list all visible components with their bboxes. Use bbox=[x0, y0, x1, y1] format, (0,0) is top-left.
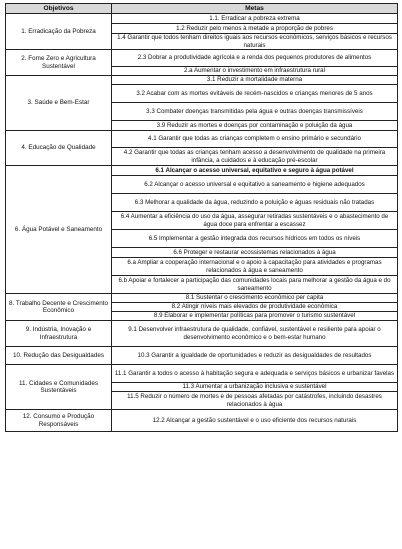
goal-cell: 11.5 Reduzir o número de mortes e de pessoas afetadas por catástrofes, incluindo desastres relacionados à água bbox=[112, 392, 398, 410]
goal-cell: 6.4 Aumentar a eficiência do uso da água, assegurar retiradas sustentáveis e o abastecimento de água doce para enfrentar a escassez bbox=[112, 212, 398, 230]
goal-cell: 8.9 Elaborar e implementar políticas para promover o turismo sustentável bbox=[112, 312, 398, 321]
goal-cell: 10.3 Garantir a igualdade de oportunidades e reduzir as desigualdades de resultados bbox=[112, 347, 398, 365]
goal-cell: 6.5 Implementar a gestão integrada dos recursos hídricos em todos os níveis bbox=[112, 230, 398, 248]
table-row bbox=[6, 365, 398, 383]
goal-cell: 1.4 Garantir que todos tenham direitos iguais aos recursos econômicos, serviços básicos e recursos naturais bbox=[112, 34, 398, 50]
goal-cell: 8.1 Sustentar o crescimento econômico per capita bbox=[112, 294, 398, 303]
table-row bbox=[6, 321, 398, 347]
objective-cell: 6. Água Potável e Saneamento bbox=[6, 166, 112, 294]
table-row bbox=[6, 166, 398, 176]
table-header-row bbox=[6, 4, 398, 14]
objective-cell: 9. Indústria, Inovação e Infraestrutura bbox=[6, 321, 112, 347]
goal-cell: 6.b Apoiar e fortalecer a participação das comunidades locais para melhorar a gestão da água e do saneamento bbox=[112, 276, 398, 294]
table-row bbox=[6, 410, 398, 432]
goal-cell: 3.2 Acabar com as mortes evitáveis de recém-nascidos e crianças menores de 5 anos bbox=[112, 85, 398, 103]
table-row bbox=[6, 294, 398, 303]
goal-cell: 6.6 Proteger e restaurar ecossistemas relacionados à água bbox=[112, 248, 398, 258]
objective-cell: 4. Educação de Qualidade bbox=[6, 131, 112, 166]
goal-cell: 12.2 Alcançar a gestão sustentável e o uso eficiente dos recursos naturais bbox=[112, 410, 398, 432]
objective-cell: 11. Cidades e Comunidades Sustentáveis bbox=[6, 365, 112, 410]
objective-cell: 8. Trabalho Decente e Crescimento Econômico bbox=[6, 294, 112, 321]
goal-cell: 4.1 Garantir que todas as crianças completem o ensino primário e secundário bbox=[112, 131, 398, 148]
objective-cell: 12. Consumo e Produção Responsáveis bbox=[6, 410, 112, 432]
goal-cell: 3.9 Reduzir as mortes e doenças por contaminação e poluição da água bbox=[112, 121, 398, 131]
goal-cell: 11.3 Aumentar a urbanização inclusiva e sustentável bbox=[112, 383, 398, 392]
table-row bbox=[6, 14, 398, 24]
sdg-table bbox=[5, 3, 398, 432]
goal-cell: 2.3 Dobrar a produtividade agrícola e a renda dos pequenos produtores de alimentos bbox=[112, 50, 398, 67]
goal-cell: 1.1. Erradicar a pobreza extrema bbox=[112, 14, 398, 24]
goal-cell: 6.2 Alcançar o acesso universal e equitativo a saneamento e higiene adequados bbox=[112, 176, 398, 194]
table-row bbox=[6, 50, 398, 67]
objective-cell: 2. Fome Zero e Agricultura Sustentável bbox=[6, 50, 112, 76]
document-page bbox=[5, 3, 398, 432]
objective-cell: 3. Saúde e Bem-Estar bbox=[6, 76, 112, 131]
goal-cell: 2.a Aumentar o investimento em infraestrutura rural bbox=[112, 67, 398, 76]
table-body bbox=[6, 14, 398, 432]
goal-cell: 3.3 Combater doenças transmitidas pela água e outras doenças transmissíveis bbox=[112, 103, 398, 121]
header-objetivos: Objetivos bbox=[6, 4, 112, 14]
table-row bbox=[6, 131, 398, 148]
table-row bbox=[6, 347, 398, 365]
goal-cell: 4.2 Garantir que todas as crianças tenham acesso a desenvolvimento de qualidade na primeira infância, a cuidados e à educação pré-escolar bbox=[112, 148, 398, 166]
goal-cell: 6.a Ampliar a cooperação internacional e o apoio à capacitação para atividades e programas relacionados à água e saneamento bbox=[112, 258, 398, 276]
goal-cell: 8.2 Atingir níveis mais elevados de produtividade econômica bbox=[112, 303, 398, 312]
table-row bbox=[6, 76, 398, 85]
goal-cell: 9.1 Desenvolver infraestrutura de qualidade, confiável, sustentável e resiliente para apoiar o desenvolvimento econômico e o bem-estar humano bbox=[112, 321, 398, 347]
header-metas: Metas bbox=[112, 4, 398, 14]
goal-cell: 6.3 Melhorar a qualidade da água, reduzindo a poluição e águas residuais não tratadas bbox=[112, 194, 398, 212]
goal-cell: 11.1 Garantir a todos o acesso à habitação segura e adequada e serviços básicos e urbanizar favelas bbox=[112, 365, 398, 383]
goal-cell: 3.1 Reduzir a mortalidade materna bbox=[112, 76, 398, 85]
objective-cell: 10. Redução das Desigualdades bbox=[6, 347, 112, 365]
objective-cell: 1. Erradicação da Pobreza bbox=[6, 14, 112, 50]
goal-cell: 1.2 Reduzir pelo menos à metade a proporção de pobres bbox=[112, 24, 398, 34]
goal-cell: 6.1 Alcançar o acesso universal, equitativo e seguro à água potável bbox=[112, 166, 398, 176]
